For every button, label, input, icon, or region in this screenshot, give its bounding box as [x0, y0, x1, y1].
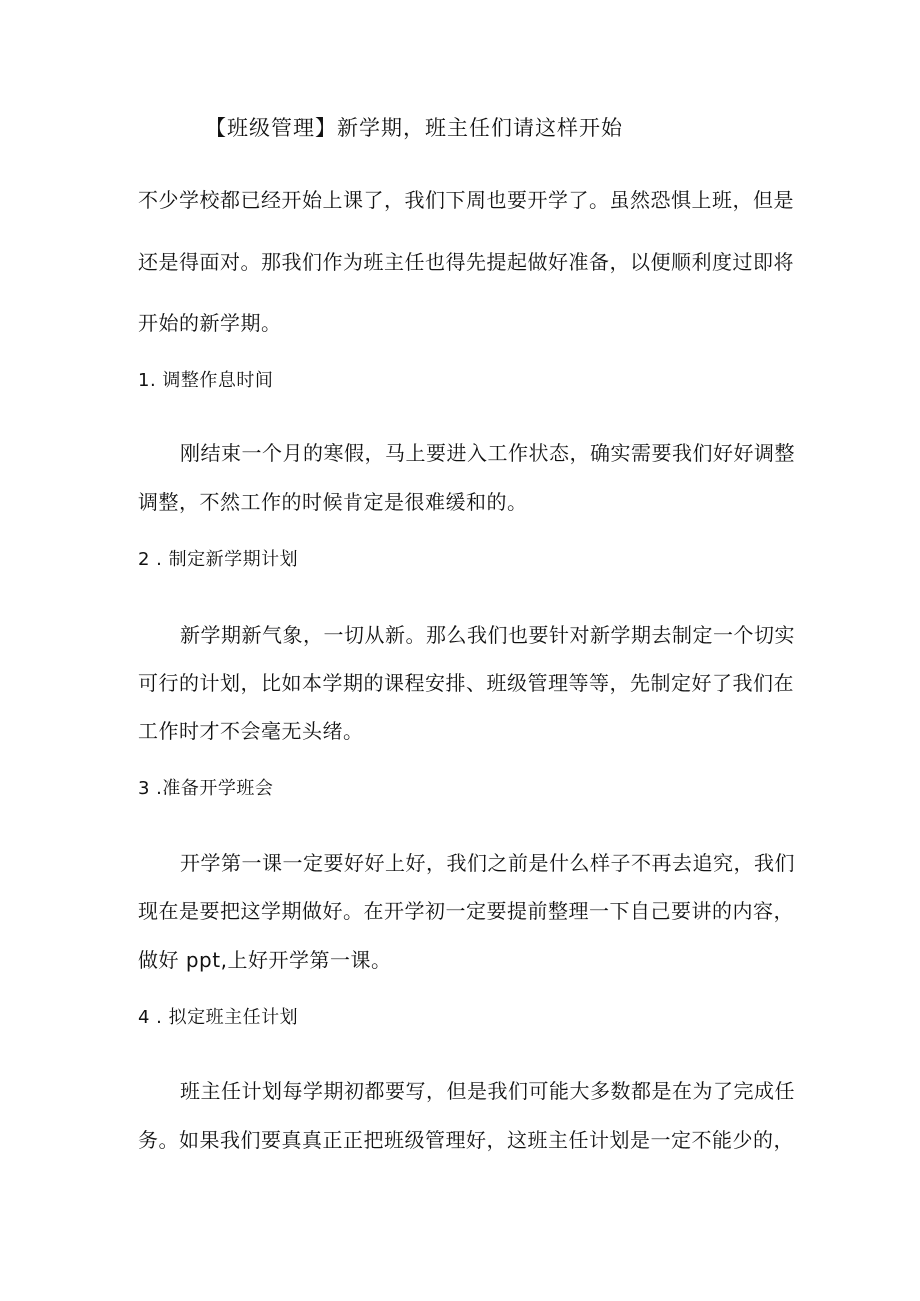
section-1-heading: 1. 调整作息时间: [138, 370, 274, 391]
intro-line-1: 不少学校都已经开始上课了，我们下周也要开学了。虽然恐惧上班，但是: [138, 188, 794, 212]
section-3-line-1: 开学第一课一定要好好上好，我们之前是什么样子不再去追究，我们: [180, 851, 795, 875]
section-3-heading: 3 .准备开学班会: [138, 778, 274, 799]
section-2-line-1: 新学期新气象，一切从新。那么我们也要针对新学期去制定一个切实: [180, 623, 795, 647]
section-2-line-2: 可行的计划，比如本学期的课程安排、班级管理等等，先制定好了我们在: [138, 671, 794, 695]
document-title: 【班级管理】新学期，班主任们请这样开始: [205, 116, 623, 140]
section-2-line-3: 工作时才不会毫无头绪。: [138, 719, 364, 743]
section-4-line-1: 班主任计划每学期初都要写，但是我们可能大多数都是在为了完成任: [180, 1079, 795, 1103]
section-1-line-1: 刚结束一个月的寒假，马上要进入工作状态，确实需要我们好好调整: [180, 441, 795, 465]
section-2-heading: 2 . 制定新学期计划: [138, 549, 299, 570]
section-4-heading: 4 . 拟定班主任计划: [138, 1007, 299, 1028]
section-3-line-3: 做好 ppt,上好开学第一课。: [138, 948, 392, 972]
section-1-line-2: 调整，不然工作的时候肯定是很难缓和的。: [138, 490, 528, 514]
section-4-line-2: 务。如果我们要真真正正把班级管理好，这班主任计划是一定不能少的，: [138, 1128, 794, 1152]
intro-line-3: 开始的新学期。: [138, 311, 282, 335]
section-3-line-2: 现在是要把这学期做好。在开学初一定要提前整理一下自己要讲的内容，: [138, 899, 794, 923]
intro-line-2: 还是得面对。那我们作为班主任也得先提起做好准备，以便顺利度过即将: [138, 250, 794, 274]
